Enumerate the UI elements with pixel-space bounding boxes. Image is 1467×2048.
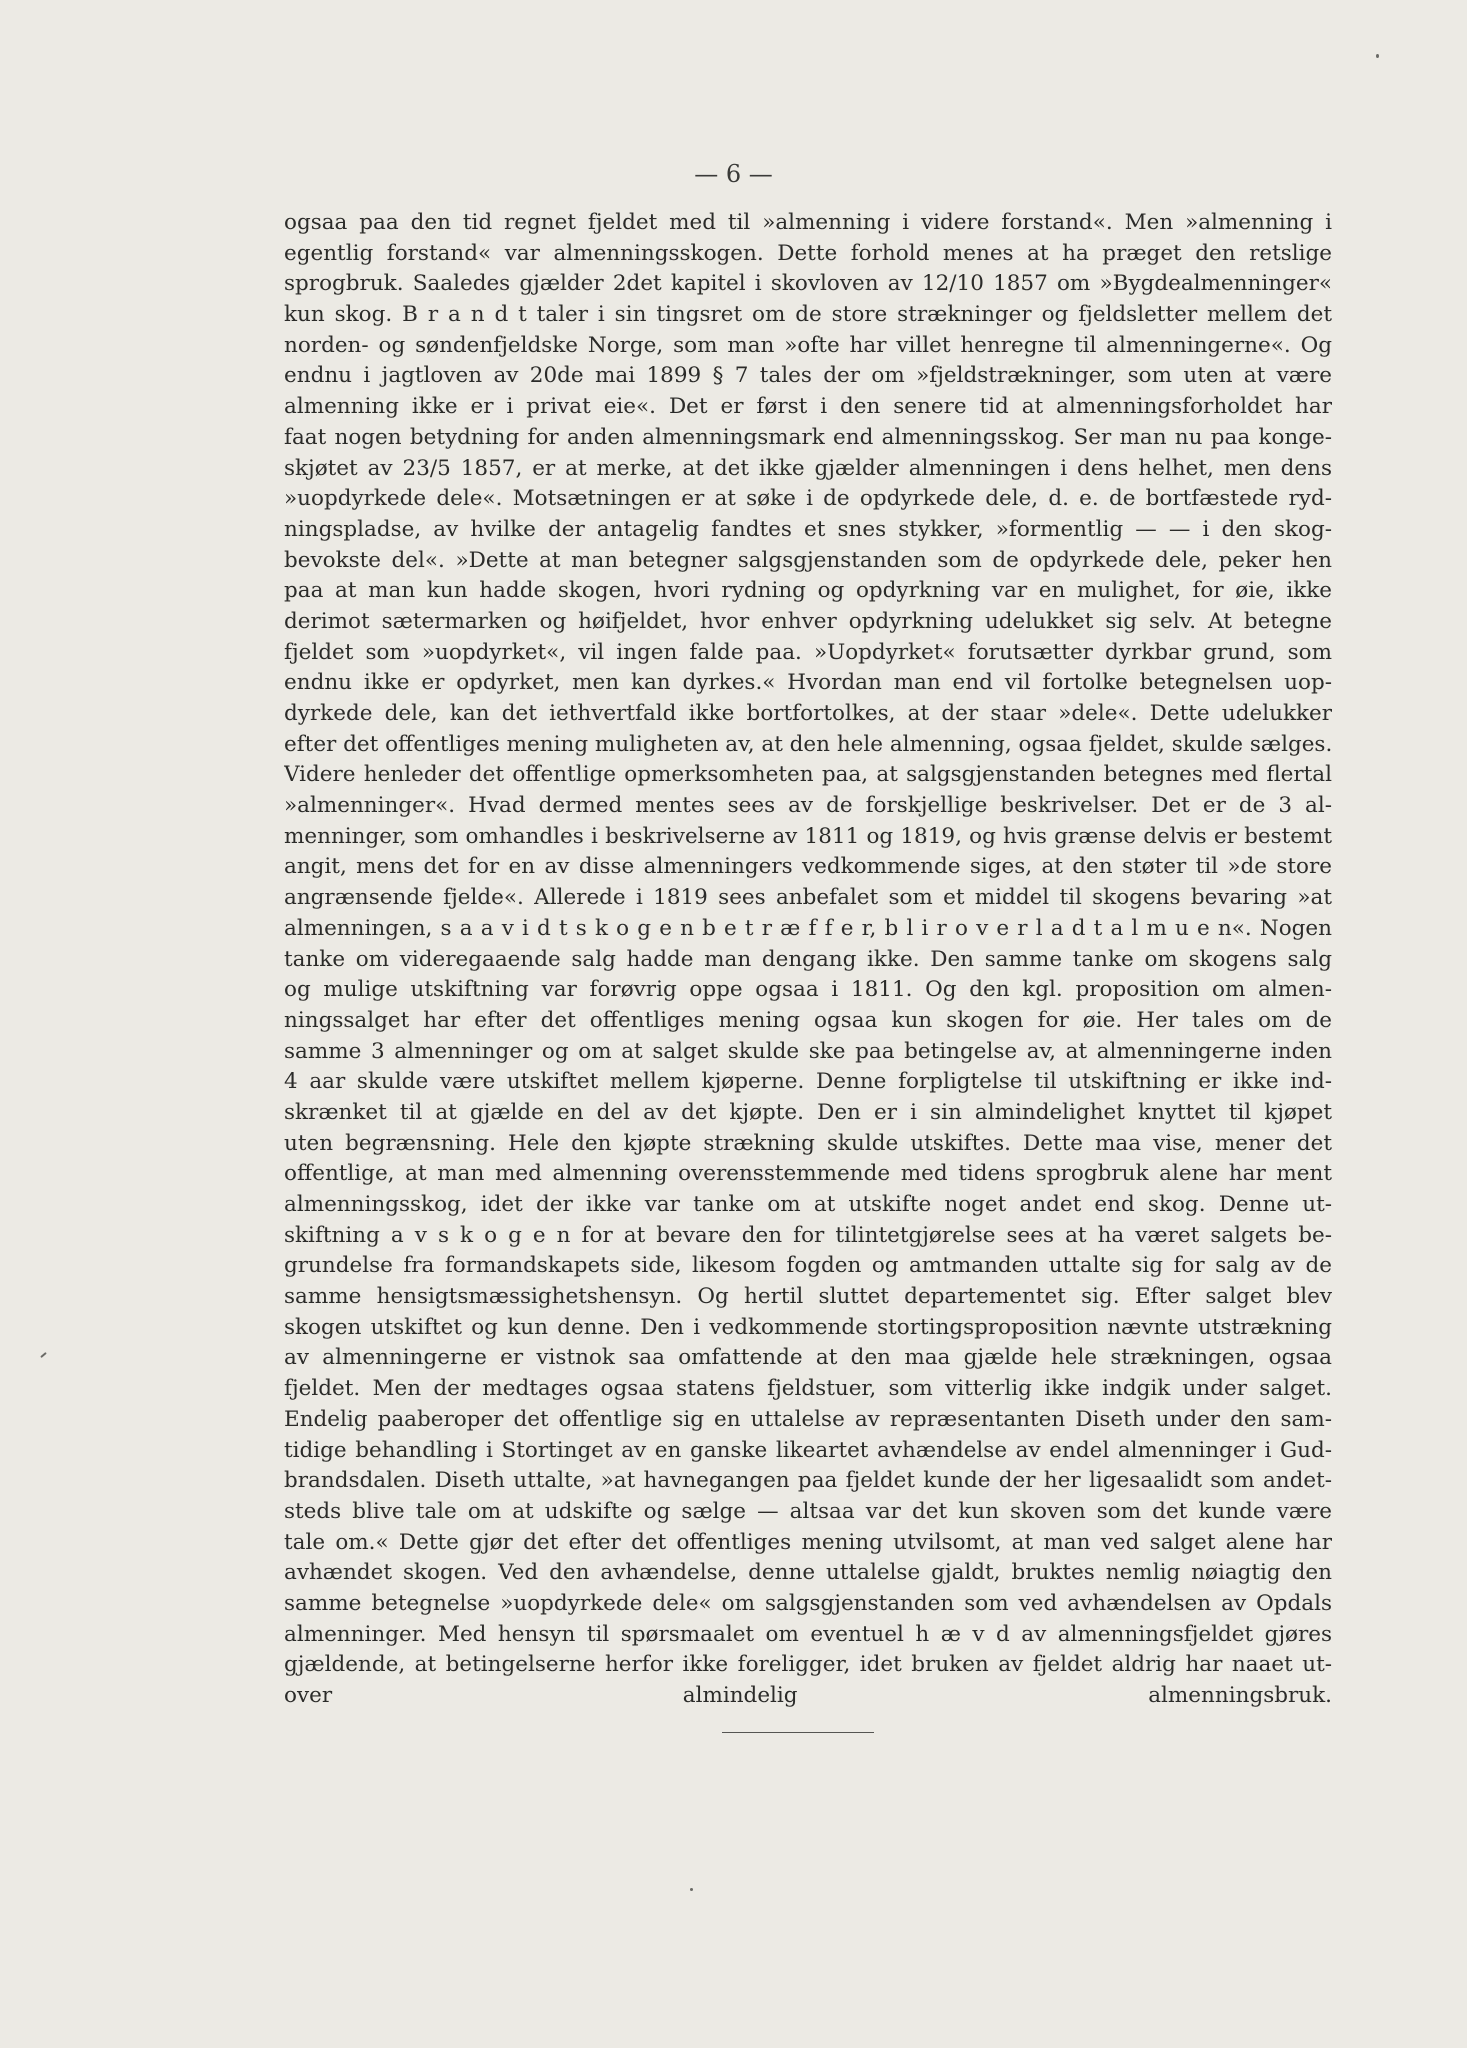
- text-line: tale om.« Dette gjør det efter det offentliges mening utvilsomt, at man ved salget alene har: [284, 1529, 1332, 1555]
- text-line: ningspladse, av hvilke der antagelig fandtes et snes stykker, »formentlig — — i den skog-: [284, 516, 1332, 542]
- text-line: skogen utskiftet og kun denne. Den i vedkommende stortingsproposition nævnte utstrækning: [284, 1314, 1332, 1340]
- text-line: samme betegnelse »uopdyrkede dele« om salgsgjenstanden som ved avhændelsen av Opdals: [284, 1590, 1332, 1616]
- text-line: endnu ikke er opdyrket, men kan dyrkes.« Hvordan man end vil fortolke betegnelsen uop-: [284, 670, 1332, 696]
- text-line: ogsaa paa den tid regnet fjeldet med til »almenning i videre forstand«. Men »almenning i: [284, 210, 1332, 235]
- text-line: efter det offentliges mening muligheten av, at den hele almenning, ogsaa fjeldet, skulde sælges.: [284, 731, 1332, 757]
- text-line: egentlig forstand« var almenningsskogen. Dette forhold menes at ha præget den retslige: [284, 240, 1332, 266]
- text-line: 4 aar skulde være utskiftet mellem kjøperne. Denne forpligtelse til utskiftning er ikke ind-: [284, 1069, 1332, 1095]
- text-line: norden- og søndenfjeldske Norge, som man »ofte har villet henregne til almenningerne«. Og: [284, 332, 1332, 358]
- text-line: endnu i jagtloven av 20de mai 1899 § 7 tales der om »fjeldstrækninger, som uten at være: [284, 363, 1332, 389]
- text-line: tanke om videregaaende salg hadde man dengang ikke. Den samme tanke om skogens salg: [284, 946, 1332, 972]
- text-line: uten begrænsning. Hele den kjøpte strækning skulde utskiftes. Dette maa vise, mener det: [284, 1130, 1332, 1156]
- text-line: derimot sætermarken og høifjeldet, hvor enhver opdyrkning udelukket sig selv. At betegne: [284, 608, 1332, 634]
- text-line: steds blive tale om at udskifte og sælge — altsaa var det kun skoven som det kunde være: [284, 1498, 1332, 1524]
- text-line: Endelig paaberoper det offentlige sig en uttalelse av repræsentanten Diseth under den sam-: [284, 1406, 1332, 1432]
- scan-speck: [1376, 54, 1379, 58]
- text-line: almenninger. Med hensyn til spørsmaalet om eventuel h æ v d av almenningsfjeldet gjøres: [284, 1621, 1332, 1647]
- text-line: fjeldet. Men der medtages ogsaa statens fjeldstuer, som vitterlig ikke indgik under salget.: [284, 1376, 1332, 1402]
- text-line: angrænsende fjelde«. Allerede i 1819 sees anbefalet som et middel til skogens bevaring »at: [284, 885, 1332, 911]
- text-line: almenningen, s a a v i d t s k o g e n b e t r æ f f e r, b l i r o v e r l a d t a l m u e n«. Nogen: [284, 915, 1332, 941]
- text-line: grundelse fra formandskapets side, likesom fogden og amtmanden uttalte sig for salg av de: [284, 1253, 1332, 1279]
- text-line: brandsdalen. Diseth uttalte, »at havnegangen paa fjeldet kunde der her ligesaalidt som andet-: [284, 1468, 1332, 1494]
- text-line: almenningsskog, idet der ikke var tanke om at utskifte noget andet end skog. Denne ut-: [284, 1192, 1332, 1217]
- text-line: over almindelig almenningsbruk.: [284, 1683, 1332, 1708]
- text-line: gjældende, at betingelserne herfor ikke foreligger, idet bruken av fjeldet aldrig har naaet ut-: [284, 1652, 1332, 1678]
- text-line: av almenningerne er vistnok saa omfattende at den maa gjælde hele strækningen, ogsaa: [284, 1345, 1332, 1371]
- section-end-rule: [722, 1732, 874, 1733]
- text-line: og mulige utskiftning var forøvrig oppe ogsaa i 1811. Og den kgl. proposition om almen-: [284, 977, 1332, 1003]
- page-number: — 6 —: [694, 160, 773, 188]
- scan-speck: [40, 1352, 47, 1358]
- text-line: tidige behandling i Stortinget av en ganske likeartet avhændelse av endel almenninger i Gud-: [284, 1437, 1332, 1463]
- text-line: [284, 1712, 1332, 1743]
- text-line: skiftning a v s k o g e n for at bevare den for tilintetgjørelse sees at ha været salgets be-: [284, 1222, 1332, 1248]
- text-line: Videre henleder det offentlige opmerksomheten paa, at salgsgjenstanden betegnes med flertal: [284, 762, 1332, 788]
- text-line: paa at man kun hadde skogen, hvori rydning og opdyrkning var en mulighet, for øie, ikke: [284, 578, 1332, 604]
- text-line: menninger, som omhandles i beskrivelserne av 1811 og 1819, og hvis grænse delvis er bestemt: [284, 823, 1332, 849]
- text-line: sprogbruk. Saaledes gjælder 2det kapitel i skovloven av 12/10 1857 om »Bygdealmenninger«: [284, 271, 1332, 297]
- text-line: ningssalget har efter det offentliges mening ogsaa kun skogen for øie. Her tales om de: [284, 1007, 1332, 1033]
- text-line: »almenninger«. Hvad dermed mentes sees av de forskjellige beskrivelser. Det er de 3 al-: [284, 793, 1332, 819]
- text-line: avhændet skogen. Ved den avhændelse, denne uttalelse gjaldt, bruktes nemlig nøiagtig den: [284, 1560, 1332, 1586]
- text-line: almenning ikke er i privat eie«. Det er først i den senere tid at almenningsforholdet har: [284, 394, 1332, 420]
- scan-speck: [690, 1888, 693, 1891]
- text-line: bevokste del«. »Dette at man betegner salgsgjenstanden som de opdyrkede dele, peker hen: [284, 547, 1332, 573]
- text-line: skrænket til at gjælde en del av det kjøpte. Den er i sin almindelighet knyttet til kjøpet: [284, 1099, 1332, 1125]
- body-text: [284, 208, 1332, 1742]
- text-line: samme hensigtsmæssighetshensyn. Og hertil sluttet departementet sig. Efter salget blev: [284, 1284, 1332, 1310]
- text-line: faat nogen betydning for anden almenningsmark end almenningsskog. Ser man nu paa konge-: [284, 424, 1332, 450]
- text-line: dyrkede dele, kan det iethvertfald ikke bortfortolkes, at der staar »dele«. Dette udelukker: [284, 701, 1332, 726]
- text-line: offentlige, at man med almenning overensstemmende med tidens sprogbruk alene har ment: [284, 1161, 1332, 1187]
- text-line: skjøtet av 23/5 1857, er at merke, at det ikke gjælder almenningen i dens helhet, men dens: [284, 455, 1332, 481]
- text-line: kun skog. B r a n d t taler i sin tingsret om de store strækninger og fjeldsletter mellem det: [284, 302, 1332, 328]
- text-line: fjeldet som »uopdyrket«, vil ingen falde paa. »Uopdyrket« forutsætter dyrkbar grund, som: [284, 639, 1332, 665]
- text-line: angit, mens det for en av disse almenningers vedkommende siges, at den støter til »de store: [284, 854, 1332, 880]
- text-line: »uopdyrkede dele«. Motsætningen er at søke i de opdyrkede dele, d. e. de bortfæstede ryd-: [284, 486, 1332, 512]
- text-line: samme 3 almenninger og om at salget skulde ske paa betingelse av, at almenningerne inden: [284, 1038, 1332, 1064]
